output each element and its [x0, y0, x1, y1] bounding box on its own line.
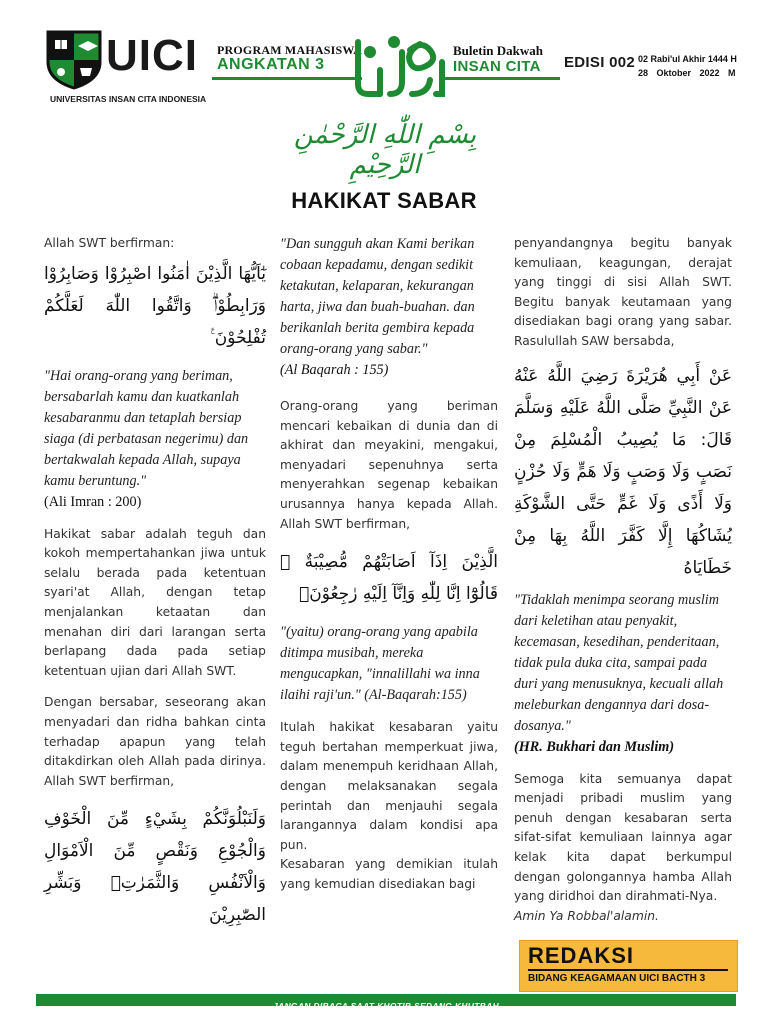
buletin-label: Buletin Dakwah	[453, 43, 543, 58]
program-label: PROGRAM MAHASISWA	[217, 43, 363, 57]
redaksi-subtitle: BIDANG KEAGAMAAN UICI BACTH 3	[528, 973, 706, 984]
translation-innalillahi: "(yaitu) orang-orang yang apabila ditimpa musibah, mereka mengucapkan, "innalillahi wa inna ilaihi raji'un." (Al-Baqarah:155)	[280, 624, 480, 704]
paragraph-semoga: Semoga kita semuanya dapat menjadi pribadi muslim yang penuh dengan kesabaran serta sifat-sifat kemuliaan lainnya agar kelak kita dapat berkumpul dengan golongannya hamba Allah yang diridhoi dan dirahmati-Nya.	[514, 771, 732, 904]
bulletin-header	[0, 0, 768, 120]
logo-wordmark: UICI	[106, 31, 198, 80]
footer-banner	[36, 994, 736, 1011]
arabic-hadith: عَنْ أَبِي هُرَيْرَةَ رَضِيَ اللَّهُ عَنْهُ عَنْ النَّبِيِّ صَلَّى اللَّهُ عَلَيْهِ وَسَلَّمَ قَالَ: مَا يُصِيبُ الْمُسْلِمَ مِنْ نَصَبٍ وَلَا وَصَبٍ وَلَا هَمٍّ وَلَا حُزْنٍ وَلَا أَذًى وَلَا غَمٍّ حَتَّى الشَّوْكَةِ يُشَاكُهَا إِلَّا كَفَّرَ اللَّهُ بِهَا مِنْ خَطَايَاهُ	[514, 365, 732, 578]
arabic-verse-ali-imran: يٰٓاَيُّهَا الَّذِيْنَ اٰمَنُوا اصْبِرُوْا وَصَابِرُوْا وَرَابِطُوْاۗ وَاتَّقُوا اللّٰهَ لَعَلَّكُمْ تُفْلِحُوْنَ ࣖ	[44, 263, 266, 348]
insan-cita-label: INSAN CITA	[453, 58, 541, 75]
translation-ali-imran: "Hai orang-orang yang beriman, bersabarlah kamu dan kuatkanlah kesabaranmu dan tetaplah bersiap siaga (di perbatasan negerimu) dan bertakwalah kepada Allah, supaya kamu beruntung."	[44, 367, 249, 489]
closing-prayer: Amin Ya Robbal'alamin.	[514, 908, 659, 923]
header-divider-left	[212, 77, 362, 80]
reference-ali-imran: (Ali Imran : 200)	[44, 493, 142, 510]
reference-al-baqarah: (Al Baqarah : 155)	[280, 362, 389, 378]
arabic-calligraphy-ornament-icon	[350, 22, 450, 102]
paragraph-bersabar: Dengan bersabar, seseorang akan menyadari dan ridha bahkan cinta terhadap apapun yang telah ditakdirkan oleh Allah pada dirinya. Allah SWT berfirman,	[44, 695, 266, 788]
paragraph-penyandang: penyandangnya begitu banyak kemuliaan, keagungan, derajat yang tinggi di sisi Allah SWT. Begitu banyak keutamaan yang disediakan bagi orang yang sabar. Rasulullah SAW bersabda,	[514, 236, 732, 348]
angkatan-label: ANGKATAN 3	[217, 56, 325, 73]
paragraph-kesabaran: Kesabaran yang demikian itulah yang kemudian disediakan bagi	[280, 857, 498, 891]
column-right	[514, 234, 732, 926]
paragraph-hakikat: Hakikat sabar adalah teguh dan kokoh mempertahankan jiwa untuk selalu berada pada ketentuan syari'at Allah, dengan tetap menjalankan ketaatan dan menahan diri dari larangan serta berlapang dada pada setiap ketentuan ujian dari Allah SWT.	[44, 526, 266, 678]
header-divider-right	[440, 77, 560, 80]
redaksi-divider	[528, 969, 728, 971]
edition-number: EDISI 002	[564, 54, 636, 71]
hijri-date: 02 Rabi'ul Akhir 1444 H	[638, 54, 737, 64]
shield-logo-icon	[44, 28, 104, 90]
arabic-verse-al-baqarah: وَلَنَبْلُوَنَّكُمْ بِشَيْءٍ مِّنَ الْخَوْفِ وَالْجُوْعِ وَنَقْصٍ مِّنَ الْاَمْوَالِ وَالْاَنْفُسِ وَالثَّمَرٰتِۗ وَبَشِّرِ الصّٰبِرِيْنَ	[44, 809, 266, 926]
article-title: HAKIKAT SABAR	[291, 188, 477, 213]
paragraph-orang-beriman: Orang-orang yang beriman mencari kebaikan di dunia dan di akhirat dan meyakini, mengakui, menyadari sepenuhnya serta menyerahkan segenap kebaikan urusannya hanya kepada Allah. Allah SWT berfirman,	[280, 399, 498, 531]
intro-text: Allah SWT berfirman:	[44, 236, 175, 250]
gregorian-date: 28 Oktober 2022 M	[638, 68, 736, 78]
redaksi-title: REDAKSI	[528, 943, 635, 968]
translation-hadith: "Tidaklah menimpa seorang muslim dari keletihan atau penyakit, kecemasan, kesedihan, penderitaan, tidak pula duka cita, sampai pada duri yang menusuknya, kecuali allah meleburkan dengannya dari dosa-dosanya."	[514, 591, 724, 734]
reference-hadith: (HR. Bukhari dan Muslim)	[514, 738, 675, 755]
logo-subtitle: UNIVERSITAS INSAN CITA INDONESIA	[50, 94, 207, 104]
paragraph-itulah: Itulah hakikat kesabaran yaitu teguh bertahan memperkuat jiwa, dalam menempuh keridhaan Allah, dengan melaksanakan segala perintah dan menjauhi segala larangannya dalam kondisi apa pun.	[280, 720, 498, 852]
footer-warning-text: JANGAN DIBACA SAAT KHOTIB SEDANG KHUTBAH	[273, 1001, 499, 1011]
arabic-verse-innalillahi: الَّذِيْنَ اِذَآ اَصَابَتْهُمْ مُّصِيْبَةٌ ۗ قَالُوْٓا اِنَّا لِلّٰهِ وَاِنَّآ اِلَيْهِ رٰجِعُوْنَۗ	[280, 552, 498, 605]
basmala-calligraphy: بِسْمِ اللّٰهِ الرَّحْمٰنِ الرَّحِيْمِ	[293, 120, 477, 180]
column-middle	[280, 234, 498, 895]
column-left	[44, 234, 266, 931]
translation-al-baqarah: "Dan sungguh akan Kami berikan cobaan kepadamu, dengan sedikit ketakutan, kelaparan, kekurangan harta, jiwa dan buah-buahan. dan berikanlah berita gembira kepada orang-orang yang sabar."	[280, 236, 475, 357]
redaksi-box	[519, 940, 738, 992]
